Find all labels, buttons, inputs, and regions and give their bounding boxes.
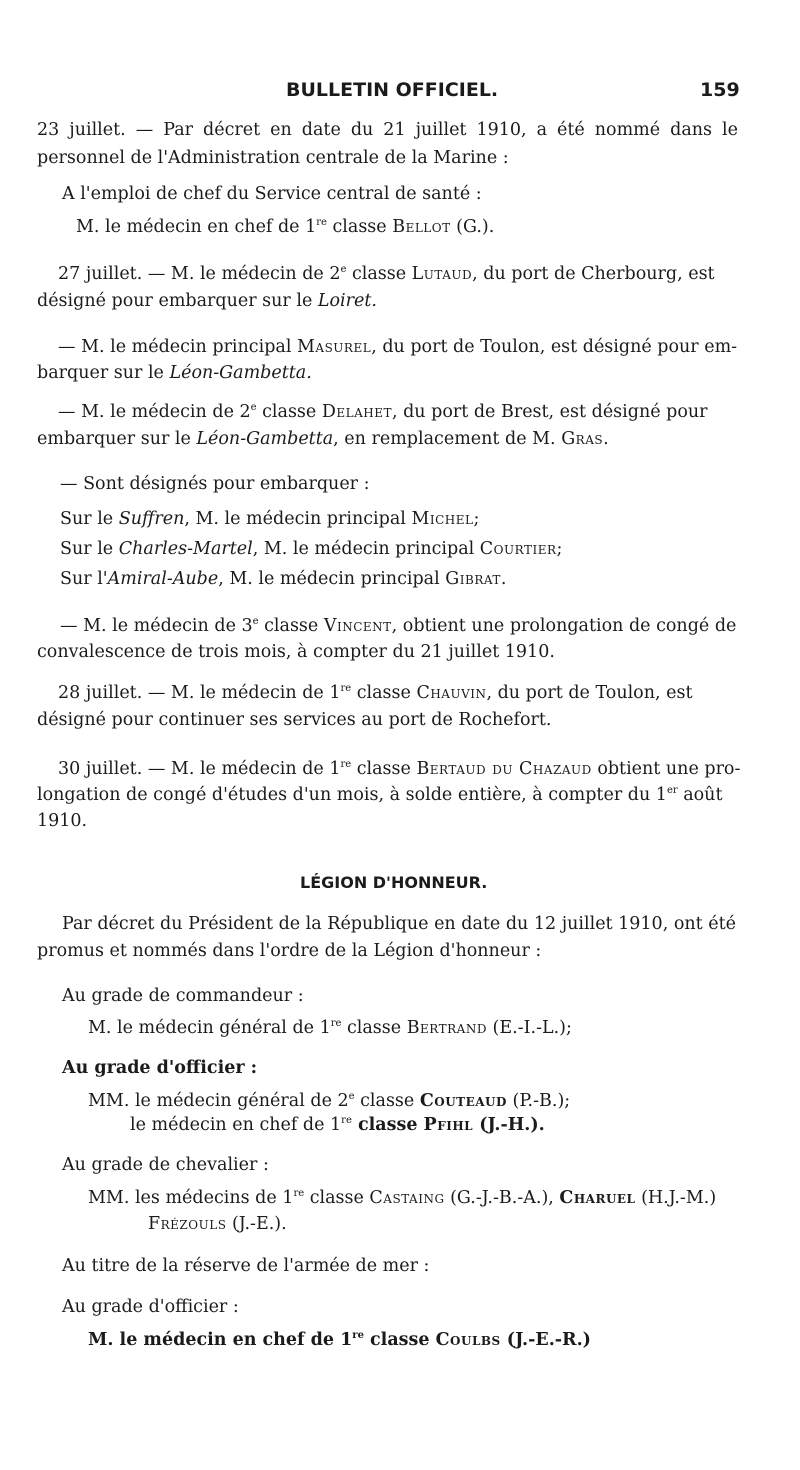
- person-name: Charuel: [559, 1188, 636, 1208]
- ship-name: Charles-Martel: [118, 539, 253, 559]
- grade-commandeur-entry: M. le médecin général de 1re classe Bertrand (E.-I.-L.);: [88, 1018, 572, 1038]
- person-name: Delahet: [321, 402, 392, 422]
- grade-chevalier-heading: Au grade de chevalier :: [62, 1155, 269, 1175]
- ship-name: Léon-Gambetta: [196, 429, 334, 449]
- entry-embarquer-line-amiral-aube: Sur l'Amiral-Aube, M. le médecin principal Gibrat.: [60, 569, 507, 589]
- ship-name: Loiret.: [317, 291, 377, 311]
- entry-delahet-line1: — M. le médecin de 2e classe Delahet, du port de Brest, est désigné pour: [58, 402, 708, 422]
- legion-intro-line1: Par décret du Président de la République en date du 12 juillet 1910, ont été: [62, 914, 736, 934]
- person-name: Courtier: [479, 539, 557, 559]
- person-name: Chauvin: [416, 683, 487, 703]
- person-name: Gibrat: [445, 569, 501, 589]
- person-name: Couteaud: [419, 1091, 507, 1111]
- grade-officier-entry1: MM. le médecin général de 2e classe Couteaud (P.-B.);: [88, 1091, 571, 1111]
- entry-28-juillet-line2: désigné pour continuer ses services au port de Rochefort.: [37, 710, 552, 730]
- person-name: Lutaud: [411, 264, 473, 284]
- person-name: Pfihl: [423, 1115, 474, 1135]
- entry-vincent-line2: convalescence de trois mois, à compter du 21 juillet 1910.: [37, 642, 555, 662]
- reserve-heading: Au titre de la réserve de l'armée de mer :: [62, 1256, 430, 1276]
- entry-28-juillet-line1: 28 juillet. — M. le médecin de 1re classe Chauvin, du port de Toulon, est: [58, 683, 693, 703]
- entry-masurel-line1: — M. le médecin principal Masurel, du port de Toulon, est désigné pour em-: [58, 337, 738, 357]
- reserve-entry: M. le médecin en chef de 1re classe Coulbs (J.-E.-R.): [88, 1330, 591, 1350]
- grade-chevalier-entry1: MM. les médecins de 1re classe Castaing (G.-J.-B.-A.), Charuel (H.J.-M.): [88, 1188, 717, 1208]
- entry-vincent-line1: — M. le médecin de 3e classe Vincent, obtient une prolongation de congé de: [60, 616, 737, 636]
- entry-embarquer-heading: — Sont désignés pour embarquer :: [60, 474, 370, 494]
- entry-30-juillet-line2: longation de congé d'études d'un mois, à solde entière, à compter du 1er août: [37, 785, 723, 805]
- grade-officier-heading: Au grade d'officier :: [62, 1058, 258, 1078]
- entry-27-juillet-line1: 27 juillet. — M. le médecin de 2e classe Lutaud, du port de Cherbourg, est: [58, 264, 715, 284]
- person-name: Bellot: [392, 217, 451, 237]
- entry-23-juillet-line2: personnel de l'Administration centrale de la Marine :: [37, 148, 509, 168]
- entry-delahet-line2: embarquer sur le Léon-Gambetta, en remplacement de M. Gras.: [37, 429, 609, 449]
- legion-intro-line2: promus et nommés dans l'ordre de la Légion d'honneur :: [37, 941, 542, 961]
- person-name: Bertaud du Chazaud: [416, 759, 592, 779]
- person-name: Vincent: [323, 616, 392, 636]
- ship-name: Léon-Gambetta.: [169, 363, 312, 383]
- grade-commandeur-heading: Au grade de commandeur :: [62, 986, 304, 1006]
- person-name: Frézouls: [148, 1214, 227, 1234]
- entry-27-juillet-line2: désigné pour embarquer sur le Loiret.: [37, 291, 377, 311]
- ship-name: Suffren: [118, 509, 185, 529]
- ship-name: Amiral-Aube: [107, 569, 219, 589]
- running-title: BULLETIN OFFICIEL.: [286, 79, 499, 101]
- entry-30-juillet-line3: 1910.: [37, 811, 88, 831]
- person-name: Castaing: [369, 1188, 445, 1208]
- reserve-grade-heading: Au grade d'officier :: [62, 1297, 239, 1317]
- entry-23-juillet-line1: 23 juillet. — Par décret en date du 21 juillet 1910, a été nommé dans le: [37, 120, 738, 140]
- entry-23-juillet-line4: M. le médecin en chef de 1re classe Bellot (G.).: [76, 217, 495, 237]
- page-number: 159: [700, 79, 740, 101]
- entry-embarquer-line-charles-martel: Sur le Charles-Martel, M. le médecin principal Courtier;: [60, 539, 563, 559]
- entry-embarquer-line-suffren: Sur le Suffren, M. le médecin principal Michel;: [60, 509, 480, 529]
- entry-23-juillet-line3: A l'emploi de chef du Service central de santé :: [62, 184, 482, 204]
- person-name: Bertrand: [406, 1018, 487, 1038]
- entry-30-juillet-line1: 30 juillet. — M. le médecin de 1re classe Bertaud du Chazaud obtient une pro-: [58, 759, 741, 779]
- person-name: Masurel: [297, 337, 372, 357]
- grade-officier-entry2: le médecin en chef de 1re classe Pfihl (J.-H.).: [130, 1115, 545, 1135]
- section-heading-legion: LÉGION D'HONNEUR.: [300, 873, 488, 892]
- entry-masurel-line2: barquer sur le Léon-Gambetta.: [37, 363, 312, 383]
- person-name: Michel: [411, 509, 474, 529]
- person-name: Gras: [561, 429, 604, 449]
- person-name: Coulbs: [435, 1330, 501, 1350]
- grade-chevalier-entry2: Frézouls (J.-E.).: [148, 1214, 287, 1234]
